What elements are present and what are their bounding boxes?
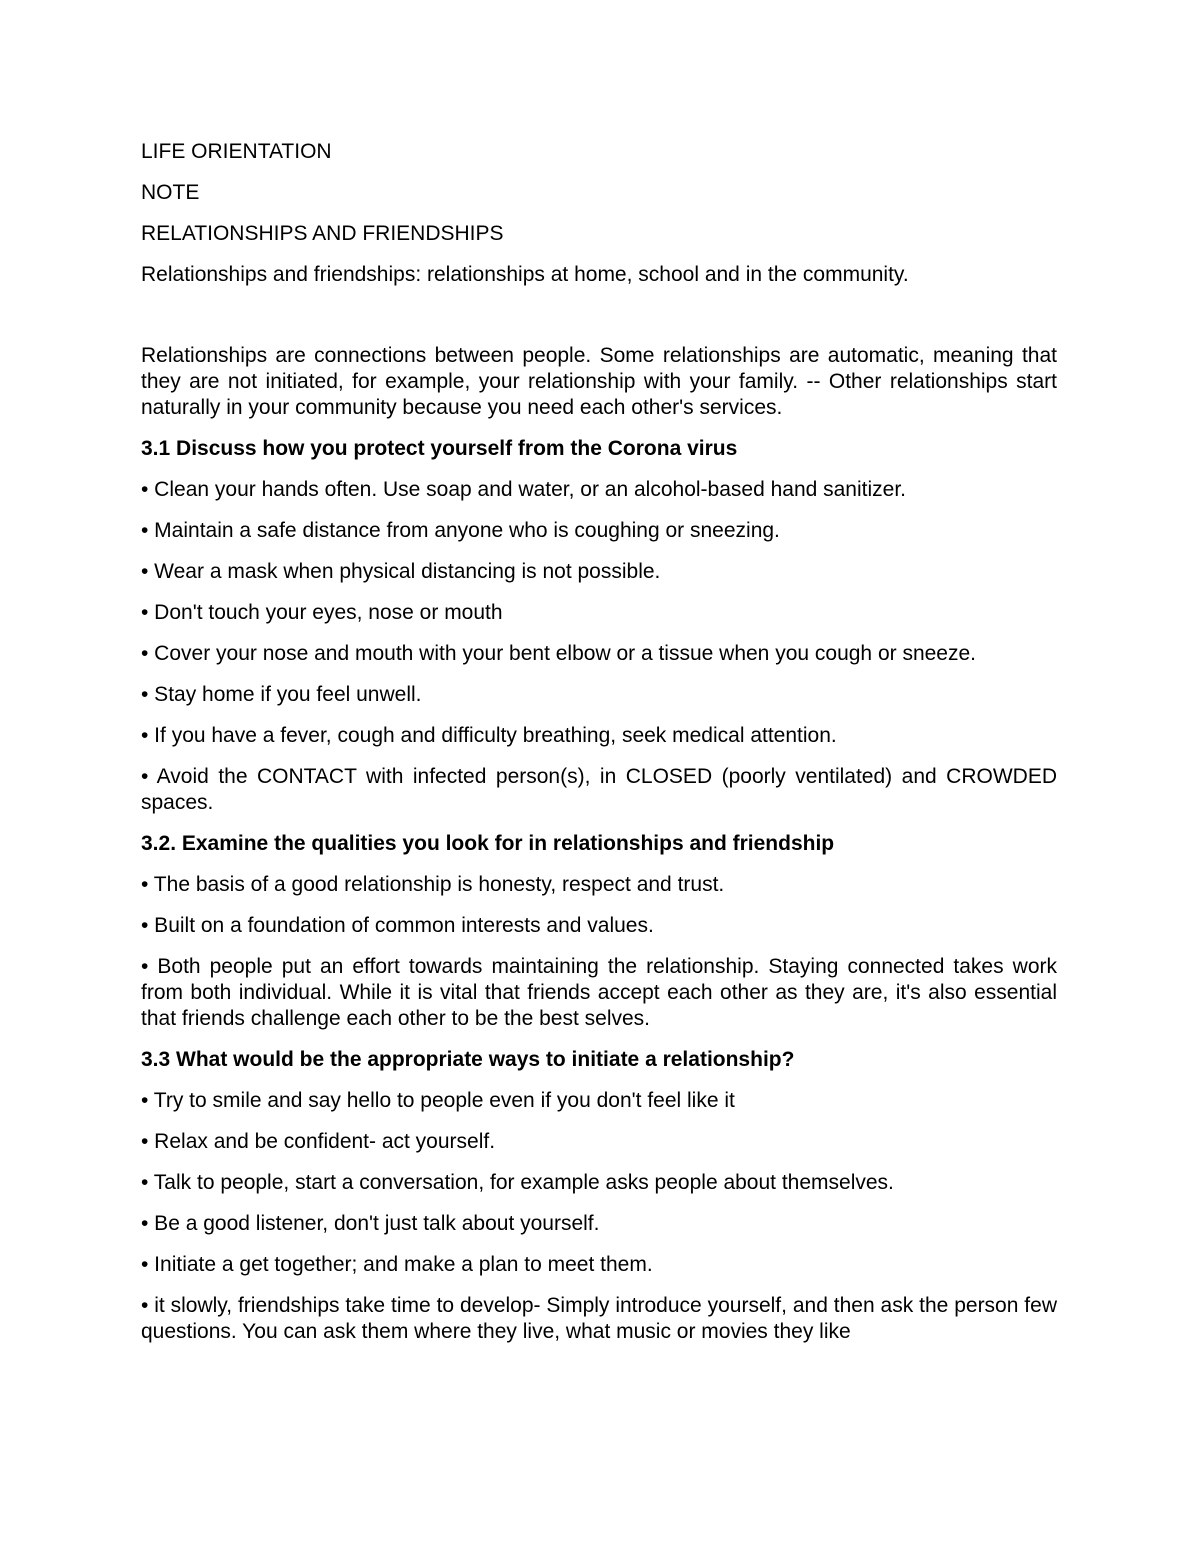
document-page xyxy=(141,139,1057,1345)
bullet-item: • Relax and be confident- act yourself. xyxy=(141,1130,496,1153)
subject-title: LIFE ORIENTATION xyxy=(141,140,332,163)
bullet-item: • it slowly, friendships take time to develop- Simply introduce yourself, and then ask the person few questions. You can ask them where they live, what music or movies they like xyxy=(141,1294,1057,1343)
bullet-item: • Talk to people, start a conversation, for example asks people about themselves. xyxy=(141,1171,894,1194)
section-heading: 3.3 What would be the appropriate ways to initiate a relationship? xyxy=(141,1048,795,1071)
bullet-item: • Maintain a safe distance from anyone who is coughing or sneezing. xyxy=(141,519,780,542)
bullet-item: • Built on a foundation of common interests and values. xyxy=(141,914,654,937)
bullet-item: • Don't touch your eyes, nose or mouth xyxy=(141,601,503,624)
topic-title: RELATIONSHIPS AND FRIENDSHIPS xyxy=(141,222,504,245)
bullet-item: • Avoid the CONTACT with infected person(s), in CLOSED (poorly ventilated) and CROWDED spaces. xyxy=(141,765,1057,814)
bullet-item: • Try to smile and say hello to people even if you don't feel like it xyxy=(141,1089,735,1112)
bullet-item: • The basis of a good relationship is honesty, respect and trust. xyxy=(141,873,725,896)
note-label: NOTE xyxy=(141,181,200,204)
bullet-item: • Initiate a get together; and make a plan to meet them. xyxy=(141,1253,653,1276)
bullet-item: • Stay home if you feel unwell. xyxy=(141,683,422,706)
bullet-item: • Be a good listener, don't just talk about yourself. xyxy=(141,1212,600,1235)
bullet-item: • Clean your hands often. Use soap and water, or an alcohol-based hand sanitizer. xyxy=(141,478,907,501)
bullet-item: • If you have a fever, cough and difficulty breathing, seek medical attention. xyxy=(141,724,837,747)
bullet-item: • Cover your nose and mouth with your bent elbow or a tissue when you cough or sneeze. xyxy=(141,642,976,665)
bullet-item: • Both people put an effort towards maintaining the relationship. Staying connected takes work from both individual. While it is vital that friends accept each other as they are, it's also essential that friends challenge each other to be the best selves. xyxy=(141,955,1057,1030)
intro-paragraph: Relationships are connections between people. Some relationships are automatic, meaning that they are not initiated, for example, your relationship with your family. -- Other relationships start naturally in your community because you need each other's services. xyxy=(141,344,1057,419)
section-heading: 3.2. Examine the qualities you look for in relationships and friendship xyxy=(141,832,835,855)
bullet-item: • Wear a mask when physical distancing is not possible. xyxy=(141,560,661,583)
section-heading: 3.1 Discuss how you protect yourself from the Corona virus xyxy=(141,437,738,460)
topic-subtitle: Relationships and friendships: relationships at home, school and in the community. xyxy=(141,263,909,286)
